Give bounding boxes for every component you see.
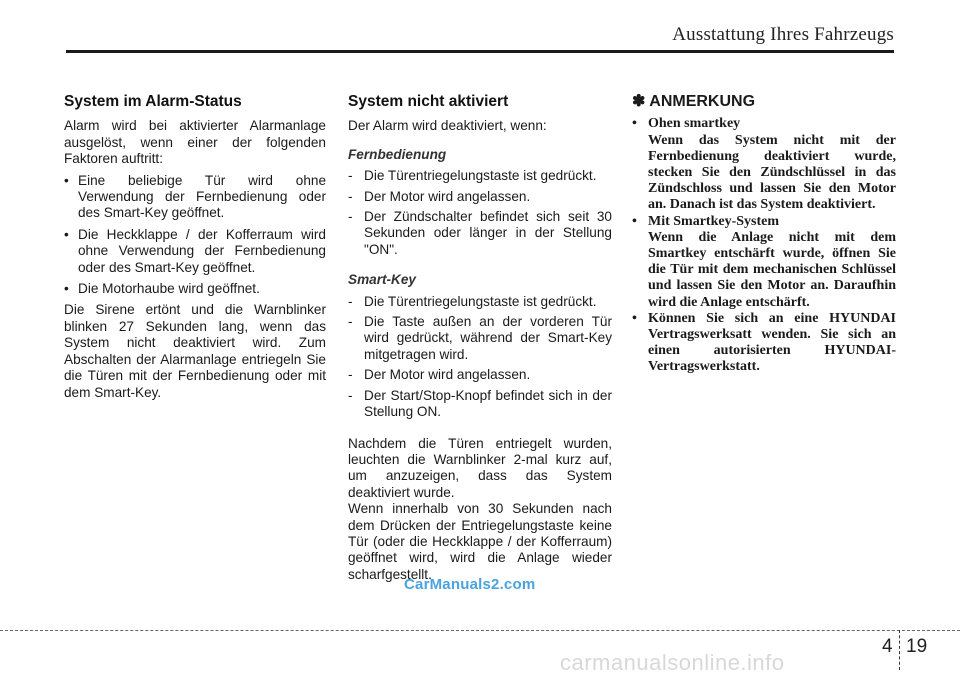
bullet-icon: • — [632, 116, 637, 132]
note-item-body: Wenn die Anlage nicht mit dem Smartkey entschärft wurde, öffnen Sie die Tür mit dem mechanischen Schlüssel und lassen Sie den Motor an. Daraufhin wird die Anlage entschärft. — [648, 229, 896, 310]
list-item — [632, 311, 896, 376]
section-heading-alarm-status: System im Alarm-Status — [64, 93, 242, 110]
page-header-title: Ausstattung Ihres Fahrzeugs — [672, 24, 894, 45]
note-list — [632, 116, 896, 375]
note-item-title: Ohen smartkey — [648, 116, 741, 132]
note-item-body: Können Sie sich an eine HYUNDAI Vertragswerksatt wenden. Sie sich an einen autorisierten HYUNDAI-Vertragswerkstatt. — [648, 310, 896, 375]
dash-icon: - — [348, 314, 353, 330]
left-column — [64, 92, 326, 406]
bullet-icon: • — [632, 213, 637, 229]
asterisk-icon: ✽ — [632, 93, 646, 110]
bullet-icon: • — [632, 310, 637, 326]
list-item: - Der Motor wird angelassen. — [348, 367, 531, 383]
dash-icon: - — [348, 367, 353, 383]
remote-list — [348, 168, 612, 258]
smart-key-list — [348, 294, 612, 421]
list-item: - Die Taste außen an der vorderen Tür wird gedrückt, während der Smart-Key mitgetragen wird. — [348, 314, 612, 362]
dash-icon: - — [348, 209, 353, 225]
alarm-trigger-list — [64, 173, 326, 298]
list-item: • Eine beliebige Tür wird ohne Verwendung der Fernbedienung oder des Smart-Key geöffnet. — [64, 172, 326, 221]
middle-paragraph-2: Wenn innerhalb von 30 Sekunden nach dem Drücken der Entriegelungstaste keine Tür (oder die Heckklappe / der Kofferraum) geöffnet wird, wird die Anlage wieder scharfgestellt. — [348, 501, 612, 582]
dash-icon: - — [348, 168, 353, 184]
site-watermark: carmanualsonline.info — [560, 650, 785, 675]
note-item-body: Wenn das System nicht mit der Fernbedienung deaktiviert wurde, stecken Sie den Zündschlüssel in das Zündschloss und lassen Sie den Motor an. Danach ist das System deaktiviert. — [648, 132, 896, 213]
section-heading-not-activated: System nicht aktiviert — [348, 93, 509, 110]
dash-icon: - — [348, 188, 353, 204]
chapter-number: 4 — [882, 636, 893, 657]
list-item: - Die Türentriegelungstaste ist gedrückt. — [348, 293, 597, 309]
note-title: ANMERKUNG — [649, 93, 756, 110]
watermark-link[interactable]: CarManuals2.com — [404, 576, 536, 593]
note-item-title: Mit Smartkey-System — [648, 213, 780, 229]
list-item: - Die Türentriegelungstaste ist gedrückt. — [348, 168, 597, 184]
middle-intro: Der Alarm wird deaktiviert, wenn: — [348, 118, 547, 134]
list-item: - Der Start/Stop-Knopf befindet sich in der Stellung ON. — [348, 387, 612, 420]
header-rule — [66, 50, 894, 53]
subheading-smart-key: Smart-Key — [348, 272, 416, 288]
footer-rule — [0, 630, 960, 631]
list-item: - Der Motor wird angelassen. — [348, 188, 531, 204]
list-item — [632, 116, 896, 213]
dash-icon: - — [348, 293, 353, 309]
page-separator — [899, 630, 901, 670]
middle-column — [348, 92, 612, 588]
page-index: 19 — [906, 636, 928, 657]
list-item: • Die Heckklappe / der Kofferraum wird ohne Verwendung der Fernbedienung oder des Smart-Key geöffnet. — [64, 226, 326, 275]
subheading-remote: Fernbedienung — [348, 146, 447, 162]
left-intro: Alarm wird bei aktivierter Alarmanlage ausgelöst, wenn einer der folgenden Faktoren auftritt: — [64, 118, 326, 167]
left-outro: Die Sirene ertönt und die Warnblinker blinken 27 Sekunden lang, wenn das System nicht deaktiviert wird. Zum Abschalten der Alarmanlage entriegeln Sie die Türen mit der Fernbedienung oder mit dem Smart-Key. — [64, 302, 326, 400]
bullet-icon: • — [64, 172, 69, 188]
bullet-icon: • — [64, 226, 69, 242]
right-column — [632, 92, 896, 376]
list-item — [632, 214, 896, 311]
list-item: • Die Motorhaube wird geöffnet. — [64, 281, 260, 297]
bullet-icon: • — [64, 281, 69, 297]
middle-paragraph-1: Nachdem die Türen entriegelt wurden, leuchten die Warnblinker 2-mal kurz auf, um anzuzeigen, dass das System deaktiviert wurde. — [348, 435, 612, 500]
note-heading — [632, 94, 896, 110]
dash-icon: - — [348, 387, 353, 403]
list-item: - Der Zündschalter befindet sich seit 30 Sekunden oder länger in der Stellung "ON". — [348, 209, 612, 257]
